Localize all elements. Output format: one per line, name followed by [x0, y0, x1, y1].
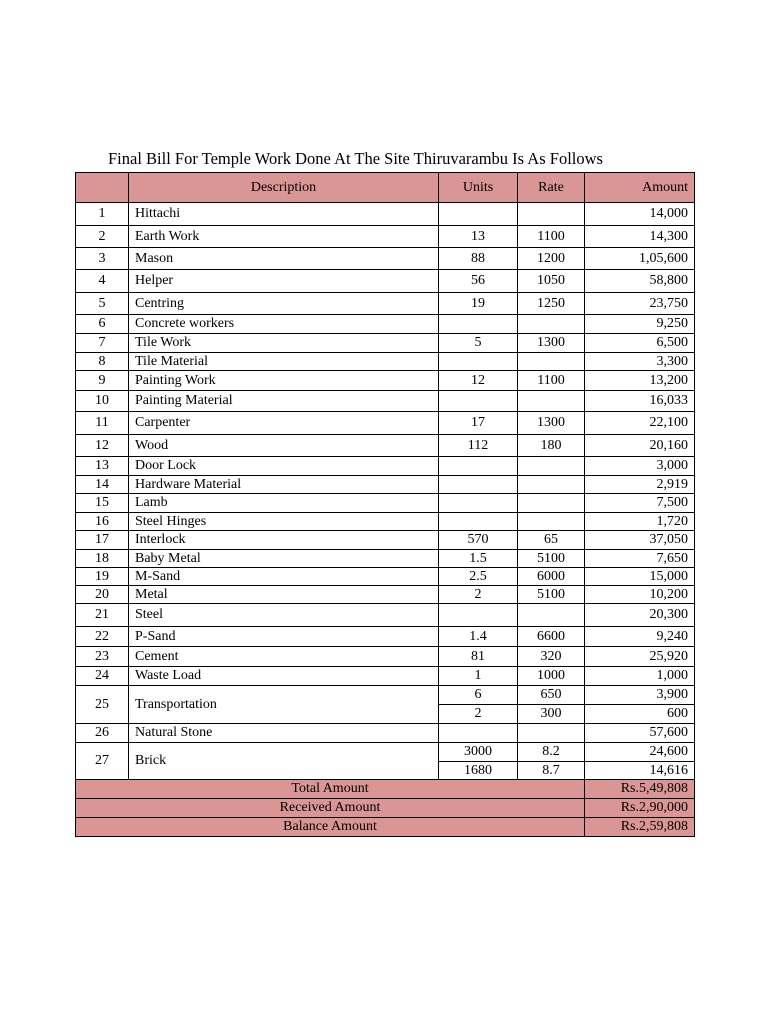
row-number: 14	[76, 476, 129, 494]
row-units: 56	[439, 270, 518, 293]
row-description: Mason	[129, 248, 439, 270]
header-row	[76, 173, 695, 203]
table-row	[76, 248, 695, 270]
row-description: Transportation	[129, 686, 439, 724]
received-row	[76, 799, 695, 818]
table-row	[76, 494, 695, 513]
total-value: Rs.5,49,808	[585, 780, 695, 799]
row-units: 570	[439, 531, 518, 550]
row-rate	[518, 391, 585, 412]
row-amount: 57,600	[585, 724, 695, 743]
row-number: 24	[76, 667, 129, 686]
row-amount: 20,160	[585, 435, 695, 457]
row-number: 11	[76, 412, 129, 435]
row-amount: 37,050	[585, 531, 695, 550]
row-amount: 13,200	[585, 371, 695, 391]
row-units: 1	[439, 667, 518, 686]
row-number: 6	[76, 315, 129, 334]
row-amount: 9,240	[585, 627, 695, 647]
table-row	[76, 743, 695, 762]
row-amount: 1,000	[585, 667, 695, 686]
row-amount: 600	[585, 705, 695, 724]
row-description: Door Lock	[129, 457, 439, 476]
row-units	[439, 604, 518, 627]
row-number: 23	[76, 647, 129, 667]
balance-value: Rs.2,59,808	[585, 818, 695, 837]
row-units: 5	[439, 334, 518, 353]
received-value: Rs.2,90,000	[585, 799, 695, 818]
table-row	[76, 226, 695, 248]
row-units	[439, 513, 518, 531]
table-row	[76, 457, 695, 476]
row-rate	[518, 203, 585, 226]
bill-title: Final Bill For Temple Work Done At The Site Thiruvarambu Is As Follows	[108, 149, 603, 168]
table-row	[76, 686, 695, 705]
row-amount: 7,500	[585, 494, 695, 513]
row-number: 10	[76, 391, 129, 412]
row-rate	[518, 494, 585, 513]
row-number: 16	[76, 513, 129, 531]
table-row	[76, 604, 695, 627]
row-units: 112	[439, 435, 518, 457]
table-row	[76, 667, 695, 686]
row-amount: 20,300	[585, 604, 695, 627]
row-number: 22	[76, 627, 129, 647]
table-row	[76, 586, 695, 604]
row-units: 88	[439, 248, 518, 270]
row-units: 1.4	[439, 627, 518, 647]
row-number: 18	[76, 550, 129, 568]
row-description: Natural Stone	[129, 724, 439, 743]
table-row	[76, 435, 695, 457]
row-units: 12	[439, 371, 518, 391]
row-rate: 1100	[518, 226, 585, 248]
row-units	[439, 391, 518, 412]
row-description: Earth Work	[129, 226, 439, 248]
row-description: Concrete workers	[129, 315, 439, 334]
row-number: 7	[76, 334, 129, 353]
row-amount: 16,033	[585, 391, 695, 412]
row-units	[439, 315, 518, 334]
row-rate	[518, 513, 585, 531]
row-number: 4	[76, 270, 129, 293]
table-row	[76, 371, 695, 391]
row-rate: 1200	[518, 248, 585, 270]
row-description: Baby Metal	[129, 550, 439, 568]
total-row	[76, 780, 695, 799]
balance-label: Balance Amount	[76, 818, 585, 837]
row-rate: 1100	[518, 371, 585, 391]
row-number: 13	[76, 457, 129, 476]
row-units: 1680	[439, 762, 518, 780]
row-number: 26	[76, 724, 129, 743]
row-units	[439, 494, 518, 513]
row-amount: 3,000	[585, 457, 695, 476]
row-number: 21	[76, 604, 129, 627]
row-amount: 1,720	[585, 513, 695, 531]
row-rate: 6000	[518, 568, 585, 586]
table-row	[76, 647, 695, 667]
row-number: 5	[76, 293, 129, 315]
header-units: Units	[439, 173, 518, 203]
header-rate: Rate	[518, 173, 585, 203]
row-amount: 3,300	[585, 353, 695, 371]
row-rate: 5100	[518, 550, 585, 568]
table-row	[76, 412, 695, 435]
row-units: 1.5	[439, 550, 518, 568]
row-rate: 8.2	[518, 743, 585, 762]
row-rate: 180	[518, 435, 585, 457]
row-rate	[518, 353, 585, 371]
row-units	[439, 353, 518, 371]
row-amount: 24,600	[585, 743, 695, 762]
row-description: Painting Work	[129, 371, 439, 391]
row-rate: 6600	[518, 627, 585, 647]
row-number: 27	[76, 743, 129, 780]
row-number: 25	[76, 686, 129, 724]
balance-row	[76, 818, 695, 837]
table-row	[76, 270, 695, 293]
row-number: 20	[76, 586, 129, 604]
row-rate	[518, 457, 585, 476]
row-number: 17	[76, 531, 129, 550]
row-amount: 9,250	[585, 315, 695, 334]
header-no	[76, 173, 129, 203]
table-row	[76, 353, 695, 371]
bill-table	[75, 172, 695, 837]
row-description: Interlock	[129, 531, 439, 550]
row-description: Centring	[129, 293, 439, 315]
row-rate	[518, 315, 585, 334]
table-row	[76, 203, 695, 226]
row-amount: 22,100	[585, 412, 695, 435]
row-rate: 5100	[518, 586, 585, 604]
row-rate: 650	[518, 686, 585, 705]
row-rate: 320	[518, 647, 585, 667]
row-units	[439, 457, 518, 476]
row-description: Wood	[129, 435, 439, 457]
row-units: 2.5	[439, 568, 518, 586]
row-rate: 1000	[518, 667, 585, 686]
header-amount: Amount	[585, 173, 695, 203]
row-description: Helper	[129, 270, 439, 293]
row-units: 17	[439, 412, 518, 435]
row-rate: 1250	[518, 293, 585, 315]
row-amount: 15,000	[585, 568, 695, 586]
table-row	[76, 627, 695, 647]
row-amount: 58,800	[585, 270, 695, 293]
table-row	[76, 568, 695, 586]
row-rate	[518, 724, 585, 743]
row-description: P-Sand	[129, 627, 439, 647]
row-number: 8	[76, 353, 129, 371]
row-units: 2	[439, 586, 518, 604]
table-row	[76, 724, 695, 743]
row-rate: 8.7	[518, 762, 585, 780]
total-label: Total Amount	[76, 780, 585, 799]
received-label: Received Amount	[76, 799, 585, 818]
row-units: 81	[439, 647, 518, 667]
row-description: Carpenter	[129, 412, 439, 435]
table-row	[76, 550, 695, 568]
table-row	[76, 391, 695, 412]
row-rate: 65	[518, 531, 585, 550]
row-description: Tile Material	[129, 353, 439, 371]
row-units	[439, 476, 518, 494]
row-rate: 1050	[518, 270, 585, 293]
row-description: Hardware Material	[129, 476, 439, 494]
row-description: Steel Hinges	[129, 513, 439, 531]
row-description: Hittachi	[129, 203, 439, 226]
row-number: 9	[76, 371, 129, 391]
row-description: Steel	[129, 604, 439, 627]
row-rate: 1300	[518, 334, 585, 353]
row-amount: 25,920	[585, 647, 695, 667]
row-description: Cement	[129, 647, 439, 667]
row-units: 19	[439, 293, 518, 315]
row-amount: 6,500	[585, 334, 695, 353]
row-units	[439, 724, 518, 743]
row-description: Painting Material	[129, 391, 439, 412]
row-number: 19	[76, 568, 129, 586]
row-units: 2	[439, 705, 518, 724]
row-rate	[518, 604, 585, 627]
table-row	[76, 476, 695, 494]
row-description: Lamb	[129, 494, 439, 513]
row-amount: 3,900	[585, 686, 695, 705]
row-amount: 14,300	[585, 226, 695, 248]
row-units: 3000	[439, 743, 518, 762]
row-units	[439, 203, 518, 226]
row-amount: 14,616	[585, 762, 695, 780]
row-units: 6	[439, 686, 518, 705]
table-row	[76, 531, 695, 550]
row-description: M-Sand	[129, 568, 439, 586]
row-units: 13	[439, 226, 518, 248]
row-number: 3	[76, 248, 129, 270]
row-number: 2	[76, 226, 129, 248]
row-rate	[518, 476, 585, 494]
row-amount: 1,05,600	[585, 248, 695, 270]
row-rate: 1300	[518, 412, 585, 435]
row-number: 12	[76, 435, 129, 457]
table-row	[76, 513, 695, 531]
row-amount: 23,750	[585, 293, 695, 315]
row-amount: 2,919	[585, 476, 695, 494]
row-number: 1	[76, 203, 129, 226]
row-number: 15	[76, 494, 129, 513]
row-amount: 10,200	[585, 586, 695, 604]
row-description: Brick	[129, 743, 439, 780]
table-row	[76, 334, 695, 353]
row-amount: 7,650	[585, 550, 695, 568]
row-amount: 14,000	[585, 203, 695, 226]
table-row	[76, 315, 695, 334]
row-description: Waste Load	[129, 667, 439, 686]
header-description: Description	[129, 173, 439, 203]
row-description: Metal	[129, 586, 439, 604]
row-rate: 300	[518, 705, 585, 724]
row-description: Tile Work	[129, 334, 439, 353]
table-row	[76, 293, 695, 315]
